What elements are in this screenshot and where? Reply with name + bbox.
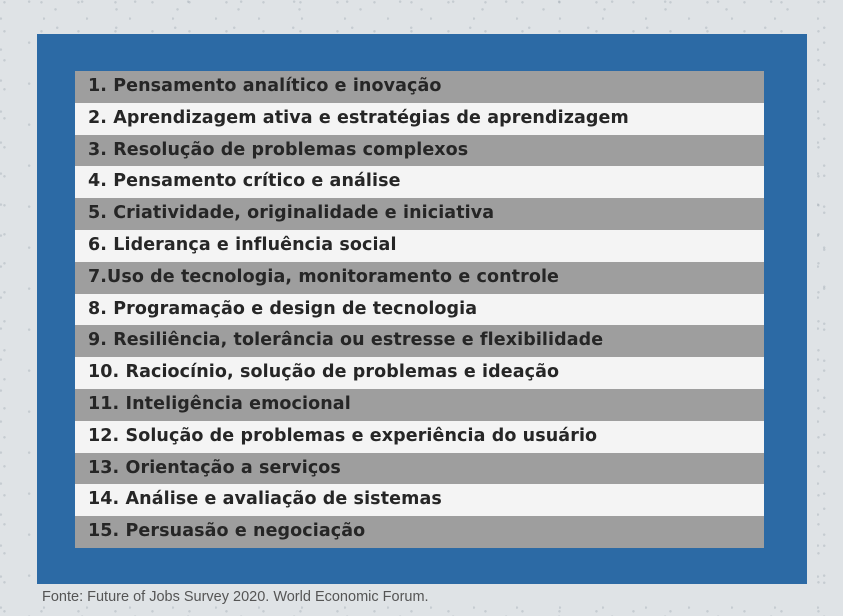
skill-row-2: 2. Aprendizagem ativa e estratégias de aprendizagem [75, 103, 764, 135]
skill-row-4: 4. Pensamento crítico e análise [75, 166, 764, 198]
skill-row-5: 5. Criatividade, originalidade e iniciativa [75, 198, 764, 230]
skill-row-15: 15. Persuasão e negociação [75, 516, 764, 548]
skill-row-7: 7.Uso de tecnologia, monitoramento e controle [75, 262, 764, 294]
skill-row-8: 8. Programação e design de tecnologia [75, 294, 764, 326]
skills-list [75, 71, 764, 548]
skill-row-1: 1. Pensamento analítico e inovação [75, 71, 764, 103]
skill-row-9: 9. Resiliência, tolerância ou estresse e flexibilidade [75, 325, 764, 357]
source-caption: Fonte: Future of Jobs Survey 2020. World Economic Forum. [42, 589, 429, 605]
skill-row-3: 3. Resolução de problemas complexos [75, 135, 764, 167]
skill-row-6: 6. Liderança e influência social [75, 230, 764, 262]
skill-row-10: 10. Raciocínio, solução de problemas e ideação [75, 357, 764, 389]
skills-frame [37, 34, 807, 584]
skill-row-14: 14. Análise e avaliação de sistemas [75, 484, 764, 516]
skill-row-13: 13. Orientação a serviços [75, 453, 764, 485]
skill-row-12: 12. Solução de problemas e experiência do usuário [75, 421, 764, 453]
skill-row-11: 11. Inteligência emocional [75, 389, 764, 421]
